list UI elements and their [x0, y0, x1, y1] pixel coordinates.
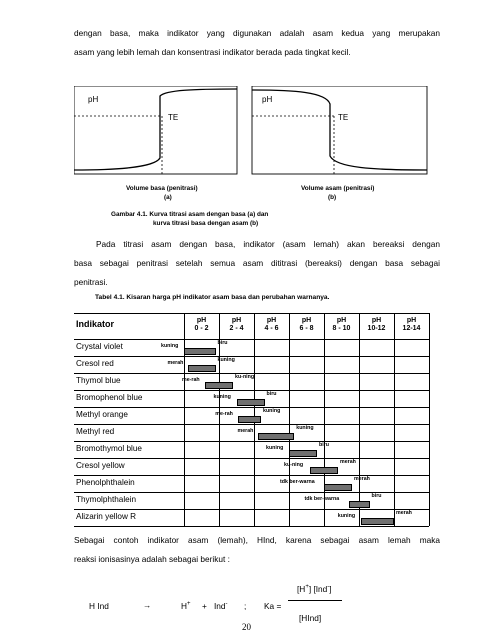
paragraph-3 [74, 531, 440, 569]
indicator-name: Thymol blue [76, 376, 121, 385]
table-column-rule [429, 313, 430, 526]
transition-bar [238, 416, 261, 423]
color-after-label: biru [217, 340, 228, 346]
indicator-name: Methyl orange [76, 410, 128, 419]
transition-bar [361, 518, 394, 525]
transition-bar [289, 450, 317, 457]
table-column-rule [184, 313, 185, 526]
page-number: 20 [242, 622, 251, 632]
indicator-name: Phenolphthalein [76, 478, 135, 487]
indicator-name: Methyl red [76, 427, 115, 436]
color-before-label: me-rah [215, 411, 233, 417]
eq-denominator: [HInd] [299, 613, 322, 623]
eq-ind: Ind- [214, 601, 228, 611]
header-ph-column: pH 6 - 8 [299, 317, 314, 332]
eq-lhs: H Ind [89, 601, 109, 611]
panel-b-curve [252, 90, 427, 170]
table-title: Tabel 4.1. Kisaran harga pH indikator asam basa dan perubahan warnanya. [95, 294, 330, 301]
indicator-name: Alizarin yellow R [76, 512, 137, 521]
color-after-label: merah [396, 510, 412, 516]
panel-b-xlabel: Volume asam (penitrasi) [301, 185, 375, 192]
header-ph-column: pH 8 - 10 [332, 317, 351, 332]
para2-line-2: basa sebagai penitrasi setelah semua asam dititrasi (bereaksi) dengan basa sebagai [74, 258, 440, 268]
intro-line-2: asam yang lebih lemah dan konsentrasi indikator berada pada tingkat kecil. [74, 47, 351, 57]
eq-numerator: [H+] [Ind-] [297, 584, 332, 594]
eq-sep: ; [244, 601, 247, 611]
color-before-label: kuning [161, 343, 179, 349]
table-row-rule [74, 441, 429, 442]
eq-plus: + [202, 601, 207, 611]
header-ph-column: pH 2 - 4 [229, 317, 244, 332]
panel-a-curve [74, 89, 237, 170]
paragraph-2 [74, 235, 440, 292]
eq-arrow: → [143, 600, 152, 610]
color-before-label: tdk ber-warna [304, 496, 340, 502]
indicator-name: Bromophenol blue [76, 393, 143, 402]
panel-a-te-label: TE [168, 113, 179, 122]
indicator-name: Crystal violet [76, 342, 123, 351]
header-ph-column: pH 12-14 [402, 317, 421, 332]
transition-bar [310, 467, 338, 474]
panel-b-te-label: TE [338, 113, 349, 122]
table-column-rule [324, 313, 325, 526]
table-column-rule [289, 313, 290, 526]
table-border-bottom [74, 526, 429, 527]
transition-bar [324, 484, 352, 491]
table-row-rule [74, 424, 429, 425]
panel-b-ylabel: pH [262, 95, 273, 104]
table-row-rule [74, 458, 429, 459]
table-column-rule [394, 313, 395, 526]
intro-paragraph [74, 24, 440, 62]
para3-line-1: Sebagai contoh indikator asam (lemah), HInd, karena sebagai asam lemah maka [74, 535, 440, 545]
color-before-label: kuning [213, 394, 231, 400]
header-ph-column: pH 4 - 6 [264, 317, 279, 332]
eq-ka: Ka = [264, 601, 282, 611]
panel-a-frame [74, 86, 237, 174]
transition-bar [188, 365, 216, 372]
color-before-label: tdk ber-warna [280, 479, 315, 485]
eq-fraction-bar [288, 600, 342, 601]
color-after-label: kuning [263, 408, 281, 414]
transition-bar [184, 348, 216, 355]
header-ph-column: pH 0 - 2 [194, 317, 209, 332]
panel-a-xlabel: Volume basa (penitrasi) [126, 185, 198, 192]
indicator-name: Cresol red [76, 359, 114, 368]
panel-a-sub: (a) [164, 194, 172, 201]
color-after-label: ku-ning [235, 374, 255, 380]
panel-b-frame [252, 86, 427, 174]
color-before-label: kuning [337, 513, 356, 519]
table-row-rule [74, 509, 429, 510]
color-after-label: biru [319, 442, 330, 448]
color-before-label: merah [167, 360, 184, 366]
table-row-rule [74, 356, 429, 357]
color-before-label: ku-ning [284, 462, 304, 468]
transition-bar [258, 433, 295, 440]
figure-caption-line-1: Gambar 4.1. Kurva titrasi asam dengan basa (a) dan [111, 211, 269, 218]
color-after-label: biru [371, 493, 382, 499]
color-before-label: merah [237, 428, 254, 434]
header-ph-column: pH 10-12 [367, 317, 386, 332]
indicator-name: Thymolphthalein [76, 495, 137, 504]
color-before-label: me-rah [182, 377, 200, 383]
color-after-label: biru [266, 391, 277, 397]
figure-caption-line-2: kurva titrasi basa dengan asam (b) [153, 220, 259, 227]
color-after-label: merah [354, 476, 370, 482]
table-column-rule [359, 313, 360, 526]
indicator-name: Bromothymol blue [76, 444, 142, 453]
intro-line-1: dengan basa, maka indikator yang digunakan adalah asam kedua yang merupakan [74, 28, 440, 38]
table-row-rule [74, 390, 429, 391]
header-indikator: Indikator [76, 319, 115, 329]
para3-line-2: reaksi ionisasinya adalah sebagai berikut : [74, 554, 230, 564]
transition-bar [349, 501, 370, 508]
para2-line-3: penitrasi. [74, 277, 108, 287]
table-border-top [74, 313, 429, 314]
indicator-table [74, 313, 429, 526]
transition-bar [237, 399, 265, 406]
table-header-rule [74, 339, 429, 340]
indicator-name: Cresol yellow [76, 461, 125, 470]
table-row-rule [74, 407, 429, 408]
table-row-rule [74, 475, 429, 476]
color-after-label: kuning [296, 425, 314, 431]
color-after-label: merah [340, 459, 356, 465]
transition-bar [205, 382, 233, 389]
panel-a-ylabel: pH [88, 95, 99, 104]
panel-b-sub: (b) [328, 194, 337, 201]
para2-line-1: Pada titrasi asam dengan basa, indikator (asam lemah) akan bereaksi dengan [96, 239, 440, 249]
color-before-label: kuning [266, 445, 284, 451]
color-after-label: kuning [217, 357, 235, 363]
eq-h: H+ [181, 601, 191, 611]
